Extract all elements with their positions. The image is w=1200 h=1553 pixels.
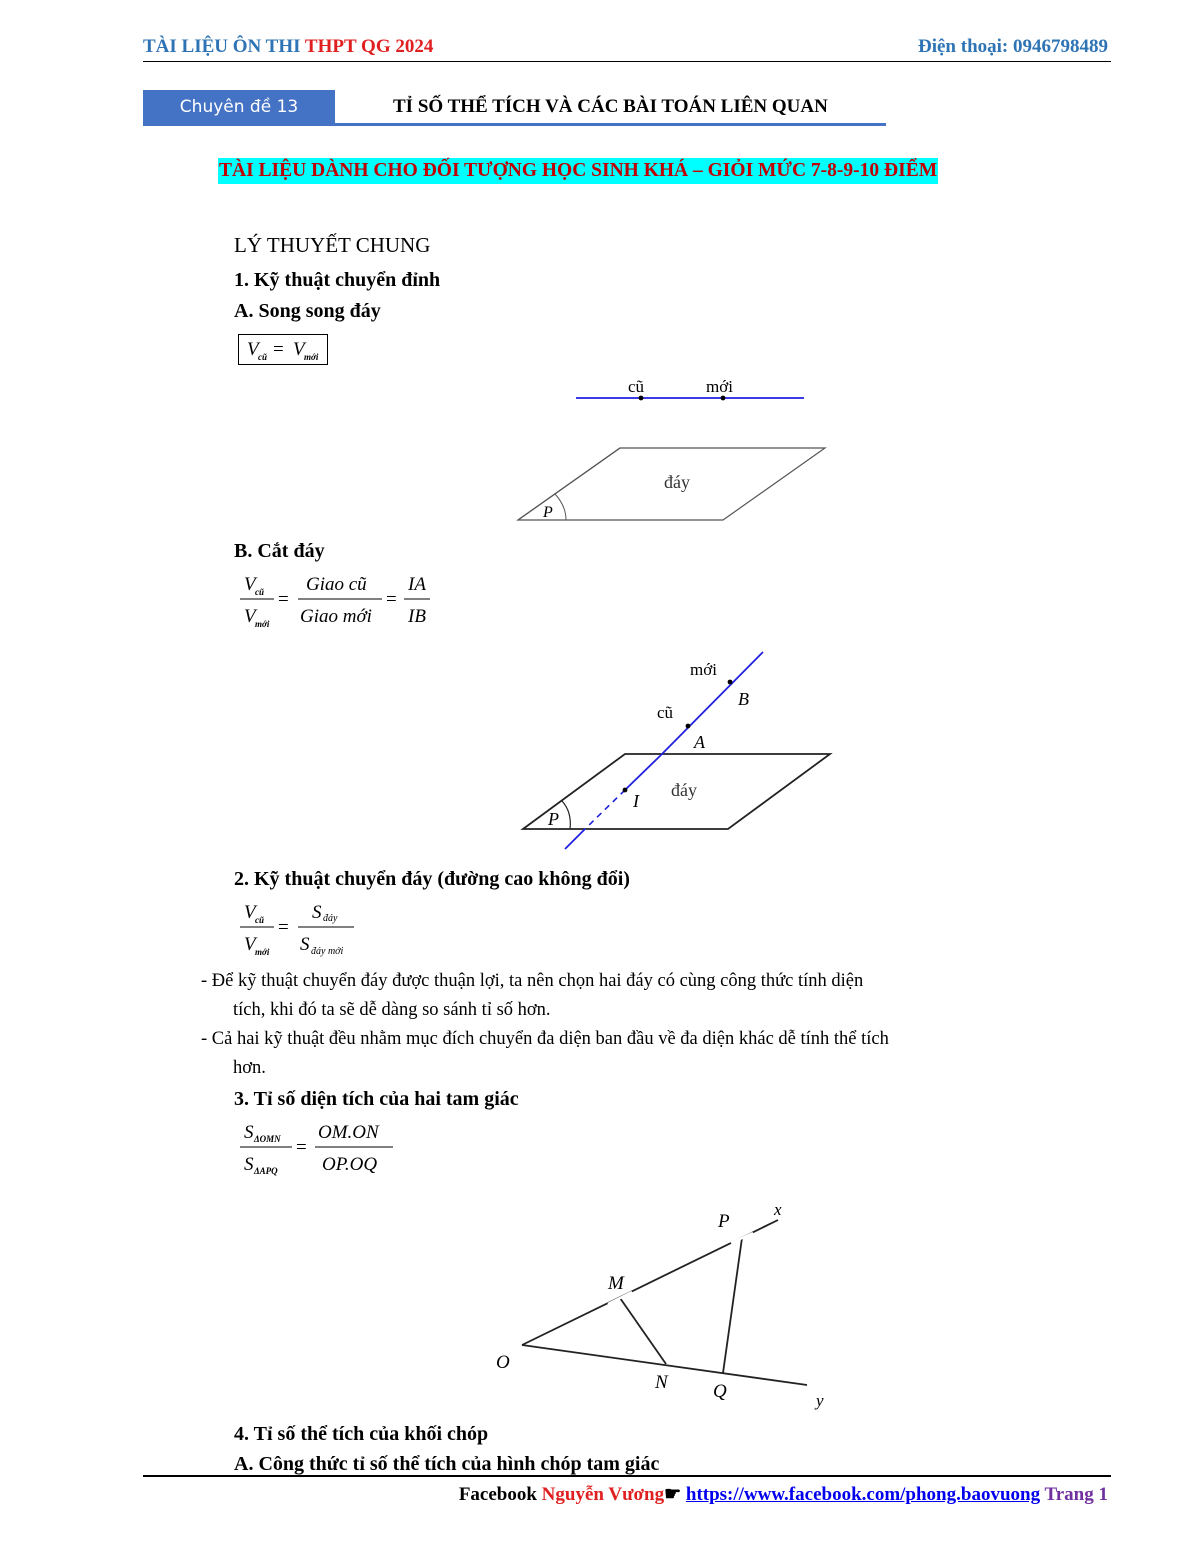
label-N: N	[655, 1372, 668, 1393]
footer	[459, 1483, 1108, 1506]
f2-num2-sub: đáy	[323, 913, 338, 924]
formula-A-V2: V	[293, 339, 305, 360]
footer-author: Nguyễn Vương	[541, 1484, 665, 1505]
point-old	[639, 396, 644, 401]
f2-num2: S	[312, 902, 322, 923]
header-left-highlight: THPT QG 2024	[304, 36, 434, 57]
section1-partB: B. Cắt đáy	[234, 540, 325, 562]
footer-facebook-link[interactable]: https://www.facebook.com/phong.baovuong	[685, 1484, 1041, 1505]
fB-den1: V	[244, 606, 256, 627]
f3-num2: OM.ON	[318, 1122, 379, 1143]
f2-den2-sub: đáy mới	[311, 946, 344, 957]
label-old-B: cũ	[657, 703, 674, 722]
formula-A-sub-old: cũ	[258, 352, 267, 362]
figure-triangles	[480, 1190, 840, 1420]
section4-title: 4. Tỉ số thể tích của khối chóp	[234, 1423, 489, 1445]
label-base: đáy	[664, 472, 690, 492]
footer-rule	[143, 1475, 1111, 1477]
f2-eq: =	[278, 917, 289, 938]
f2-den2: S	[300, 934, 310, 955]
fB-num2: Giao cũ	[306, 574, 367, 595]
header-phone: Điện thoại: 0946798489	[918, 36, 1108, 57]
fB-num3: IA	[408, 574, 426, 595]
label-new: mới	[706, 377, 733, 396]
formula-B	[236, 568, 446, 634]
label-M: M	[608, 1273, 624, 1294]
section1-partA: A. Song song đáy	[234, 300, 381, 322]
segment-MN	[620, 1298, 666, 1364]
chapter-underline	[143, 123, 886, 126]
f3-den1-sub: ΔAPQ	[254, 1166, 278, 1176]
plane-edge-left	[518, 448, 620, 520]
figure-cut-base	[500, 640, 840, 855]
audience-title: TÀI LIỆU DÀNH CHO ĐỐI TƯỢNG HỌC SINH KHÁ – GIỎI MỨC 7-8-9-10 ĐIỂM	[218, 158, 938, 184]
fB-num1: V	[244, 574, 256, 595]
fB-num1-sub: cũ	[255, 587, 264, 597]
fB-den2: Giao mới	[300, 606, 372, 627]
footer-facebook: Facebook	[458, 1484, 542, 1505]
section4-partA: A. Công thức tỉ số thể tích của hình chóp tam giác	[234, 1453, 660, 1475]
label-P-B: P	[548, 809, 559, 829]
line-hidden	[585, 790, 625, 829]
formula-A-eq: =	[273, 339, 284, 360]
header-rule	[143, 61, 1111, 62]
label-I: I	[633, 791, 639, 811]
section2-title: 2. Kỹ thuật chuyển đáy (đường cao không đổi)	[234, 868, 630, 890]
formula-A-sub-new: mới	[304, 352, 319, 362]
line-above-plane	[625, 755, 661, 790]
point-new	[721, 396, 726, 401]
chapter-title: TỈ SỐ THỂ TÍCH VÀ CÁC BÀI TOÁN LIÊN QUAN	[393, 96, 828, 117]
section1-title: 1. Kỹ thuật chuyển đỉnh	[234, 269, 441, 291]
fB-eq1: =	[278, 589, 289, 610]
label-base-B: đáy	[671, 780, 697, 800]
f2-den1-sub: mới	[255, 947, 270, 957]
header-left	[143, 36, 433, 58]
label-P3: P	[718, 1211, 730, 1232]
angle-arc	[555, 494, 566, 520]
pointing-hand-icon: ☛	[664, 1484, 686, 1505]
fB-den3: IB	[408, 606, 426, 627]
fB-den1-sub: mới	[255, 619, 270, 629]
f3-den1: S	[244, 1154, 254, 1175]
footer-page-number: Trang 1	[1040, 1484, 1108, 1505]
section2-bullet1-line2: tích, khi đó ta sẽ dễ dàng so sánh tỉ số hơn.	[233, 1000, 551, 1020]
formula-A-V1: V	[247, 339, 259, 360]
label-old: cũ	[628, 377, 645, 396]
label-A: A	[694, 732, 705, 752]
section2-bullet1-line1: - Để kỹ thuật chuyển đáy được thuận lợi, ta nên chọn hai đáy có cùng công thức tính diện	[201, 971, 864, 991]
theory-heading: LÝ THUYẾT CHUNG	[234, 233, 431, 257]
label-y: y	[816, 1391, 824, 1410]
label-O: O	[496, 1352, 510, 1373]
angle-arc-B	[562, 801, 570, 829]
figure-parallel-base	[500, 370, 840, 530]
line-below-plane	[565, 829, 585, 849]
point-B	[728, 680, 733, 685]
f3-num1: S	[244, 1122, 254, 1143]
formula-A-box	[238, 334, 328, 365]
f2-num1: V	[244, 902, 256, 923]
f3-den2: OP.OQ	[322, 1154, 378, 1175]
formula-A	[239, 335, 327, 364]
header-left-prefix: TÀI LIỆU ÔN THI	[143, 36, 305, 57]
label-x: x	[774, 1200, 782, 1219]
label-B: B	[738, 689, 749, 709]
section2-bullet2-line1: - Cả hai kỹ thuật đều nhằm mục đích chuyển đa diện ban đầu về đa diện khác dễ tính thể tích	[201, 1029, 889, 1049]
chapter-tab: Chuyên đề 13	[143, 90, 335, 125]
f3-eq: =	[296, 1137, 307, 1158]
f2-den1: V	[244, 934, 256, 955]
section2-bullet2-line2: hơn.	[233, 1058, 266, 1078]
fB-eq2: =	[386, 589, 397, 610]
section3-title: 3. Tỉ số diện tích của hai tam giác	[234, 1088, 519, 1110]
f3-num1-sub: ΔOMN	[254, 1134, 281, 1144]
point-A	[686, 724, 691, 729]
formula-3	[236, 1114, 406, 1184]
formula-2	[236, 896, 376, 962]
f2-num1-sub: cũ	[255, 915, 264, 925]
label-P: P	[543, 504, 553, 521]
segment-PQ	[723, 1238, 742, 1373]
point-I	[623, 788, 628, 793]
label-new-B: mới	[690, 660, 717, 679]
label-Q: Q	[713, 1381, 727, 1402]
